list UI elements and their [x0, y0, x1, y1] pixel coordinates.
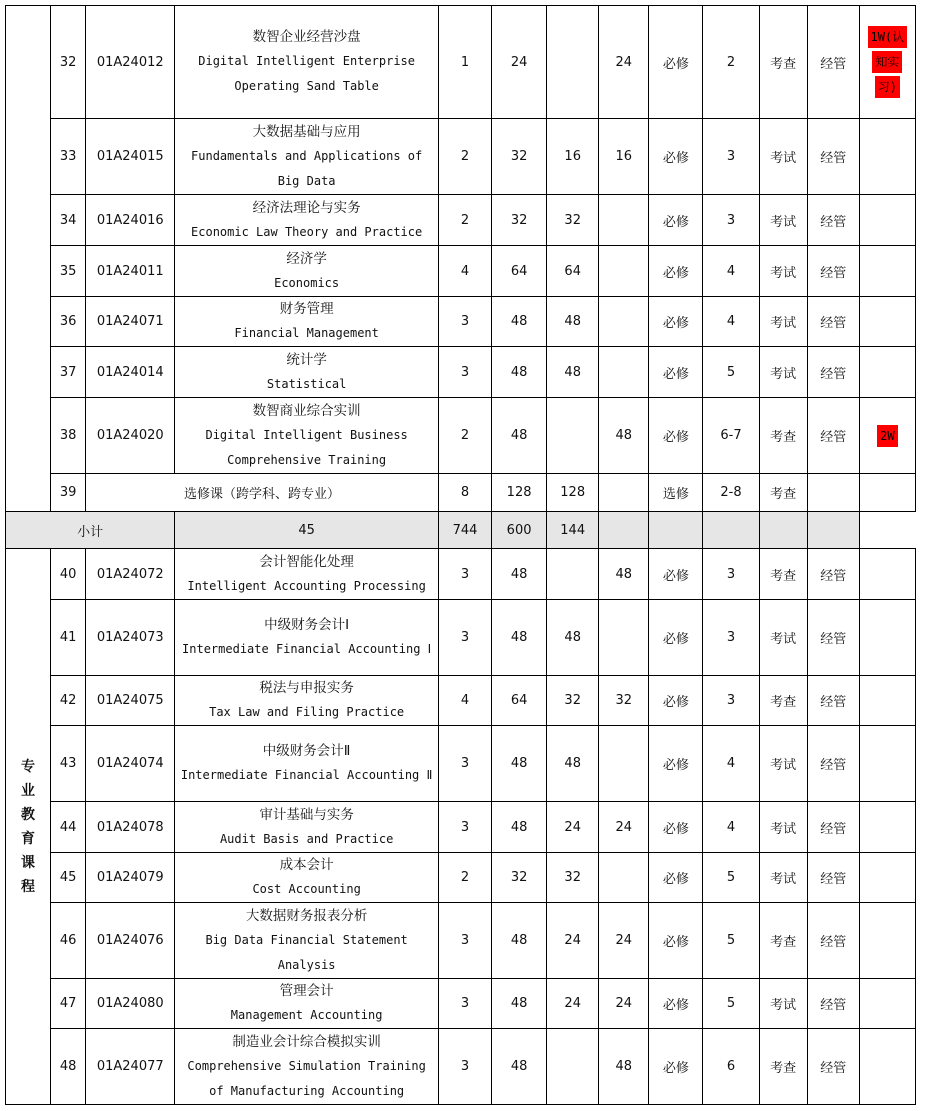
- remark-cell: [859, 802, 915, 853]
- assessment: 考查: [759, 549, 807, 600]
- course-name: [175, 726, 439, 802]
- department: 经管: [807, 600, 859, 676]
- assessment: 考试: [759, 600, 807, 676]
- course-name: [175, 903, 439, 979]
- course-type: 必修: [649, 676, 703, 726]
- credits: 3: [438, 802, 491, 853]
- course-type: 必修: [649, 195, 703, 246]
- course-type: 必修: [649, 119, 703, 195]
- theory-hours: [547, 1029, 599, 1105]
- course-code: 01A24015: [86, 119, 175, 195]
- course-name: [175, 802, 439, 853]
- course-code: 01A24074: [86, 726, 175, 802]
- theory-hours: 24: [547, 979, 599, 1029]
- practice-hours: 32: [599, 676, 649, 726]
- credits: 2: [438, 853, 491, 903]
- department: 经管: [807, 119, 859, 195]
- theory-hours: 32: [547, 853, 599, 903]
- course-name-cn: 制造业会计综合模拟实训: [232, 1033, 381, 1050]
- total-hours: 32: [492, 853, 547, 903]
- course-number: 39: [51, 474, 86, 512]
- remark-highlight: 习): [875, 76, 900, 98]
- course-number: 35: [51, 246, 86, 297]
- table-row: [6, 549, 916, 600]
- subtotal-empty: [759, 512, 807, 549]
- remark-cell: [859, 297, 915, 347]
- practice-hours: [599, 853, 649, 903]
- credits: 4: [438, 676, 491, 726]
- practice-hours: 16: [599, 119, 649, 195]
- course-name-en: Audit Basis and Practice: [219, 831, 394, 846]
- subtotal-label: 小计: [6, 512, 175, 549]
- practice-hours: 24: [599, 6, 649, 119]
- table-row: [6, 853, 916, 903]
- course-name-en: Big Data Financial Statement Analysis: [205, 932, 408, 972]
- assessment: 考试: [759, 297, 807, 347]
- theory-hours: 64: [547, 246, 599, 297]
- total-hours: 32: [492, 119, 547, 195]
- practice-hours: 24: [599, 802, 649, 853]
- course-name-cn: 审计基础与实务: [259, 806, 354, 823]
- course-type: 必修: [649, 398, 703, 474]
- total-hours: 48: [492, 347, 547, 398]
- course-number: 37: [51, 347, 86, 398]
- course-number: 43: [51, 726, 86, 802]
- department: 经管: [807, 853, 859, 903]
- semester: 2-8: [703, 474, 759, 512]
- semester: 6: [703, 1029, 759, 1105]
- table-row: [6, 726, 916, 802]
- remark-cell: [859, 979, 915, 1029]
- course-name-cn: 中级财务会计Ⅰ: [264, 617, 350, 633]
- semester: 5: [703, 903, 759, 979]
- theory-hours: 24: [547, 802, 599, 853]
- remark-cell: [859, 549, 915, 600]
- table-row: [6, 1029, 916, 1105]
- course-code: 01A24016: [86, 195, 175, 246]
- course-type: 必修: [649, 979, 703, 1029]
- course-name-cn: 管理会计: [279, 983, 334, 999]
- course-name: [175, 398, 439, 474]
- practice-hours: [599, 347, 649, 398]
- course-type: 选修: [649, 474, 703, 512]
- course-type: 必修: [649, 600, 703, 676]
- course-name: [175, 979, 439, 1029]
- course-code: 01A24079: [86, 853, 175, 903]
- course-code: 01A24080: [86, 979, 175, 1029]
- course-type: 必修: [649, 347, 703, 398]
- course-code: 01A24014: [86, 347, 175, 398]
- course-name-cn: 统计学: [286, 351, 327, 368]
- course-name-en: Comprehensive Simulation Training of Manufacturing Accounting: [187, 1058, 426, 1098]
- table-row: [6, 802, 916, 853]
- semester: 5: [703, 979, 759, 1029]
- table-row: [6, 6, 916, 119]
- semester: 5: [703, 347, 759, 398]
- theory-hours: 24: [547, 903, 599, 979]
- course-name-cn: 大数据财务报表分析: [245, 907, 368, 924]
- subtotal-empty: [649, 512, 703, 549]
- subtotal-empty: [703, 512, 759, 549]
- credits: 1: [438, 6, 491, 119]
- total-hours: 48: [492, 600, 547, 676]
- total-hours: 48: [492, 297, 547, 347]
- course-name: [175, 1029, 439, 1105]
- total-hours: 48: [492, 726, 547, 802]
- assessment: 考试: [759, 246, 807, 297]
- course-name: [175, 347, 439, 398]
- course-number: 46: [51, 903, 86, 979]
- theory-hours: 48: [547, 347, 599, 398]
- total-hours: 48: [492, 1029, 547, 1105]
- course-name: [175, 549, 439, 600]
- course-name: [175, 246, 439, 297]
- course-type: 必修: [649, 1029, 703, 1105]
- course-name-en: Fundamentals and Applications of Big Data: [191, 148, 423, 188]
- table-row: [6, 903, 916, 979]
- theory-hours: 32: [547, 195, 599, 246]
- credits: 3: [438, 347, 491, 398]
- course-code: 01A24071: [86, 297, 175, 347]
- subtotal-total: 744: [438, 512, 491, 549]
- theory-hours: [547, 6, 599, 119]
- total-hours: 48: [492, 979, 547, 1029]
- course-code: 01A24078: [86, 802, 175, 853]
- table-row: [6, 297, 916, 347]
- assessment: 考试: [759, 979, 807, 1029]
- course-type: 必修: [649, 297, 703, 347]
- total-hours: 32: [492, 195, 547, 246]
- assessment: 考查: [759, 6, 807, 119]
- course-name-cn: 中级财务会计Ⅱ: [262, 743, 351, 759]
- table-row: [6, 246, 916, 297]
- semester: 2: [703, 6, 759, 119]
- course-name-en: Cost Accounting: [252, 882, 361, 896]
- course-name-en: Management Accounting: [230, 1008, 383, 1022]
- course-name-en: Economic Law Theory and Practice: [191, 224, 423, 239]
- subtotal-theory: 600: [492, 512, 547, 549]
- course-name: [175, 297, 439, 347]
- course-name: [175, 119, 439, 195]
- assessment: 考试: [759, 347, 807, 398]
- semester: 6-7: [703, 398, 759, 474]
- course-name-en: Financial Management: [234, 326, 379, 340]
- department: 经管: [807, 979, 859, 1029]
- remark-cell: [859, 1029, 915, 1105]
- assessment: 考试: [759, 726, 807, 802]
- semester: 3: [703, 119, 759, 195]
- course-number: 48: [51, 1029, 86, 1105]
- course-name-cn: 数智商业综合实训: [252, 402, 361, 419]
- remark-cell: [859, 726, 915, 802]
- credits: 3: [438, 726, 491, 802]
- semester: 5: [703, 853, 759, 903]
- course-name-en: Digital Intelligent Enterprise Operating Sand Table: [198, 54, 415, 93]
- course-name-cn: 财务管理: [279, 301, 334, 317]
- assessment: 考试: [759, 802, 807, 853]
- practice-hours: 48: [599, 1029, 649, 1105]
- theory-hours: 16: [547, 119, 599, 195]
- remark-cell: [859, 903, 915, 979]
- course-type: 必修: [649, 246, 703, 297]
- practice-hours: 48: [599, 549, 649, 600]
- course-type: 必修: [649, 853, 703, 903]
- course-name-cn: 经济学: [286, 250, 327, 267]
- semester: 3: [703, 195, 759, 246]
- course-name-en: Tax Law and Filing Practice: [209, 705, 405, 719]
- course-name-cn: 经济法理论与实务: [252, 199, 361, 216]
- total-hours: 48: [492, 549, 547, 600]
- department: 经管: [807, 802, 859, 853]
- total-hours: 48: [492, 903, 547, 979]
- practice-hours: [599, 474, 649, 512]
- semester: 3: [703, 549, 759, 600]
- course-number: 40: [51, 549, 86, 600]
- credits: 3: [438, 600, 491, 676]
- assessment: 考试: [759, 195, 807, 246]
- table-row: [6, 676, 916, 726]
- department: 经管: [807, 549, 859, 600]
- practice-hours: [599, 726, 649, 802]
- theory-hours: [547, 398, 599, 474]
- table-row: [6, 195, 916, 246]
- course-name-cn: 成本会计: [279, 857, 334, 873]
- category-cell: 专 业 教 育 课 程: [6, 549, 51, 1105]
- table-row: [6, 979, 916, 1029]
- course-name-en: Intelligent Accounting Processing: [187, 578, 426, 593]
- course-number: 45: [51, 853, 86, 903]
- course-name-cn: 数智企业经营沙盘: [252, 29, 361, 45]
- remark-cell: [859, 474, 915, 512]
- practice-hours: 24: [599, 903, 649, 979]
- credits: 2: [438, 195, 491, 246]
- semester: 4: [703, 297, 759, 347]
- practice-hours: [599, 297, 649, 347]
- table-row: [6, 600, 916, 676]
- course-code: 01A24073: [86, 600, 175, 676]
- theory-hours: 32: [547, 676, 599, 726]
- semester: 4: [703, 802, 759, 853]
- credits: 4: [438, 246, 491, 297]
- theory-hours: 128: [547, 474, 599, 512]
- course-number: 32: [51, 6, 86, 119]
- course-name-cn: 税法与申报实务: [259, 680, 354, 696]
- semester: 3: [703, 676, 759, 726]
- practice-hours: [599, 195, 649, 246]
- credits: 3: [438, 549, 491, 600]
- subtotal-row: [6, 512, 916, 549]
- course-number: 38: [51, 398, 86, 474]
- department: 经管: [807, 297, 859, 347]
- course-number: 41: [51, 600, 86, 676]
- course-name-cn: 大数据基础与应用: [252, 123, 361, 140]
- total-hours: 64: [492, 676, 547, 726]
- practice-hours: 48: [599, 398, 649, 474]
- course-type: 必修: [649, 549, 703, 600]
- course-name-en: Digital Intelligent Business Comprehensive Training: [205, 427, 408, 467]
- course-number: 33: [51, 119, 86, 195]
- course-name-en: Intermediate Financial Accounting Ⅰ: [182, 642, 432, 656]
- practice-hours: [599, 246, 649, 297]
- theory-hours: 48: [547, 600, 599, 676]
- theory-hours: 48: [547, 726, 599, 802]
- subtotal-empty: [807, 512, 859, 549]
- course-number: 42: [51, 676, 86, 726]
- credits: 2: [438, 398, 491, 474]
- department: 经管: [807, 1029, 859, 1105]
- subtotal-practice: 144: [547, 512, 599, 549]
- course-name: [175, 600, 439, 676]
- course-name: [175, 853, 439, 903]
- remark-cell: [859, 398, 915, 474]
- subtotal-empty: [599, 512, 649, 549]
- remark-cell: [859, 119, 915, 195]
- assessment: 考试: [759, 853, 807, 903]
- theory-hours: [547, 549, 599, 600]
- table-row: [6, 119, 916, 195]
- remark-highlight: 2W: [877, 425, 897, 447]
- course-code: 01A24011: [86, 246, 175, 297]
- curriculum-table: [5, 5, 916, 1105]
- remark-cell: [859, 600, 915, 676]
- department: 经管: [807, 347, 859, 398]
- assessment: 考查: [759, 474, 807, 512]
- department: 经管: [807, 398, 859, 474]
- course-code: 01A24077: [86, 1029, 175, 1105]
- course-number: 44: [51, 802, 86, 853]
- course-name-cn: 会计智能化处理: [259, 553, 354, 570]
- semester: 4: [703, 726, 759, 802]
- table-row: [6, 347, 916, 398]
- credits: 3: [438, 297, 491, 347]
- course-name-en: Intermediate Financial Accounting Ⅱ: [180, 768, 433, 782]
- assessment: 考查: [759, 676, 807, 726]
- department: 经管: [807, 676, 859, 726]
- course-name-en: Economics: [274, 275, 340, 290]
- remark-highlight: 1W(认: [868, 26, 908, 48]
- total-hours: 48: [492, 398, 547, 474]
- course-name-merged: 选修课（跨学科、跨专业）: [86, 474, 439, 512]
- course-code: 01A24012: [86, 6, 175, 119]
- assessment: 考查: [759, 1029, 807, 1105]
- remark-cell: [859, 676, 915, 726]
- department: [807, 474, 859, 512]
- course-number: 47: [51, 979, 86, 1029]
- table-row: [6, 398, 916, 474]
- credits: 2: [438, 119, 491, 195]
- course-name-en: Statistical: [266, 376, 347, 391]
- course-name: [175, 195, 439, 246]
- remark-highlight: 知实: [872, 51, 902, 73]
- remark-cell: [859, 853, 915, 903]
- course-code: 01A24076: [86, 903, 175, 979]
- course-type: 必修: [649, 802, 703, 853]
- assessment: 考查: [759, 903, 807, 979]
- course-name: [175, 6, 439, 119]
- course-name: [175, 676, 439, 726]
- department: 经管: [807, 6, 859, 119]
- subtotal-credits: 45: [175, 512, 439, 549]
- credits: 3: [438, 979, 491, 1029]
- credits: 3: [438, 903, 491, 979]
- semester: 4: [703, 246, 759, 297]
- department: 经管: [807, 195, 859, 246]
- total-hours: 48: [492, 802, 547, 853]
- remark-cell: [859, 6, 915, 119]
- department: 经管: [807, 903, 859, 979]
- practice-hours: 24: [599, 979, 649, 1029]
- table-row: [6, 474, 916, 512]
- semester: 3: [703, 600, 759, 676]
- course-type: 必修: [649, 726, 703, 802]
- course-code: 01A24075: [86, 676, 175, 726]
- remark-cell: [859, 246, 915, 297]
- total-hours: 24: [492, 6, 547, 119]
- course-number: 34: [51, 195, 86, 246]
- category-cell-top: [6, 6, 51, 512]
- remark-cell: [859, 195, 915, 246]
- assessment: 考试: [759, 119, 807, 195]
- course-type: 必修: [649, 903, 703, 979]
- credits: 3: [438, 1029, 491, 1105]
- total-hours: 128: [492, 474, 547, 512]
- department: 经管: [807, 246, 859, 297]
- total-hours: 64: [492, 246, 547, 297]
- course-number: 36: [51, 297, 86, 347]
- remark-cell: [859, 347, 915, 398]
- course-type: 必修: [649, 6, 703, 119]
- assessment: 考查: [759, 398, 807, 474]
- department: 经管: [807, 726, 859, 802]
- practice-hours: [599, 600, 649, 676]
- course-code: 01A24020: [86, 398, 175, 474]
- credits: 8: [438, 474, 491, 512]
- course-code: 01A24072: [86, 549, 175, 600]
- theory-hours: 48: [547, 297, 599, 347]
